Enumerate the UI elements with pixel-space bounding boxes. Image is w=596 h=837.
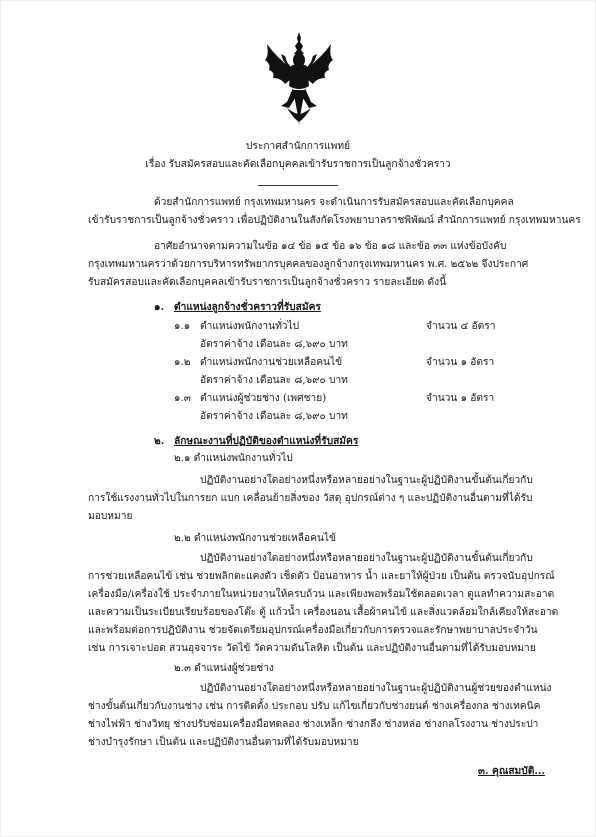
position-3-number: ๑.๓ (174, 393, 191, 404)
section-1-number: ๑. (154, 301, 165, 313)
section-1-title: ตำแหน่งลูกจ้างชั่วคราวที่รับสมัคร (174, 301, 321, 313)
section-2-3-line-1: ปฏิบัติงานอย่างใดอย่างหนึ่งหรือหลายอย่างในฐานะผู้ปฏิบัติงานผู้ช่วยของตำแหน่ง (200, 683, 552, 694)
position-1-title: ตำแหน่งพนักงานทั่วไป (200, 321, 300, 332)
position-1-wage: อัตราค่าจ้าง เดือนละ ๘,๖๙๐ บาท (200, 339, 348, 350)
position-1-count: จำนวน ๔ อัตรา (426, 321, 496, 332)
intro-paragraph-2-line-3: รับสมัครสอบและคัดเลือกบุคคลเข้ารับราชการเป็นลูกจ้างชั่วคราว รายละเอียด ดังนี้ (88, 277, 447, 288)
announcement-subject: เรื่อง รับสมัครสอบและคัดเลือกบุคคลเข้ารับราชการเป็นลูกจ้างชั่วคราว (145, 159, 451, 170)
intro-paragraph-2-line-1: อาศัยอำนาจตามความในข้อ ๑๔ ข้อ ๑๕ ข้อ ๑๖ ข้อ ๑๘ และข้อ ๓๓ แห่งข้อบังคับ (154, 241, 507, 252)
section-2-3-line-4: ช่างบำรุงรักษา เป็นต้น และปฏิบัติงานอื่นตามที่ได้รับมอบหมาย (88, 737, 359, 748)
section-2-2-line-4: และความเป็นระเบียบเรียบร้อยของโต๊ะ ตู้ แก้วน้ำ เครื่องนอน เสื้อผ้าคนไข้ และสิ่งแวดล้อมใกล้เคียงให้สะอาด (88, 607, 559, 618)
position-1-number: ๑.๑ (174, 321, 191, 332)
section-2-2-line-1: ปฏิบัติงานอย่างใดอย่างหนึ่งหรือหลายอย่างในฐานะผู้ปฏิบัติงานขั้นต้นเกี่ยวกับ (200, 553, 533, 564)
section-2-title: ลักษณะงานที่ปฏิบัติของตำแหน่งที่รับสมัคร (174, 435, 359, 447)
intro-paragraph-2-line-2: กรุงเทพมหานครว่าด้วยการบริหารทรัพยากรบุคคลของลูกจ้างกรุงเทพมหานคร พ.ศ. ๒๕๖๒ จึงประกาศ (88, 259, 529, 270)
section-2-2-line-2: การช่วยเหลือคนไข้ เช่น ช่วยพลิกตะแคงตัว เช็ดตัว ป้อนอาหาร น้ำ และยาให้ผู้ป่วย เป็นต้น ตรวจนับอุปกรณ์ (88, 571, 555, 582)
header-divider (258, 185, 338, 186)
position-3-wage: อัตราค่าจ้าง เดือนละ ๘,๖๙๐ บาท (200, 411, 348, 422)
position-2-wage: อัตราค่าจ้าง เดือนละ ๘,๖๙๐ บาท (200, 375, 348, 386)
next-page-continuation: ๓. คุณสมบัติ... (478, 765, 545, 777)
section-2-1-title: ๒.๑ ตำแหน่งพนักงานทั่วไป (174, 453, 293, 464)
section-2-1-line-1: ปฏิบัติงานอย่างใดอย่างหนึ่งหรือหลายอย่างในฐานะผู้ปฏิบัติงานขั้นต้นเกี่ยวกับ (200, 475, 533, 486)
intro-paragraph-1-line-1: ด้วยสำนักการแพทย์ กรุงเทพมหานคร จะดำเนินการรับสมัครสอบและคัดเลือกบุคคล (154, 197, 514, 208)
position-3-title: ตำแหน่งผู้ช่วยช่าง (เพศชาย) (200, 393, 327, 404)
section-2-1-line-3: มอบหมาย (88, 511, 133, 522)
section-2-3-line-3: ช่างไฟฟ้า ช่างวิทยุ ช่างปรับซ่อมเครื่องมือทดลอง ช่างเหล็ก ช่างกลึง ช่างหล่อ ช่างกลโรงงาน ช่างประปา (88, 719, 539, 730)
section-2-2-line-6: เช่น การเจาะปอด สวนอุจจาระ วัดไข้ วัดความดันโลหิต เป็นต้น และปฏิบัติงานอื่นตามที่ได้รับมอบหมาย (88, 643, 536, 654)
position-2-number: ๑.๒ (174, 357, 191, 368)
section-2-2-title: ๒.๒ ตำแหน่งพนักงานช่วยเหลือคนไข้ (174, 533, 337, 544)
position-3-count: จำนวน ๑ อัตรา (426, 393, 495, 404)
position-2-title: ตำแหน่งพนักงานช่วยเหลือคนไข้ (200, 357, 343, 368)
section-2-2-line-5: และพร้อมต่อการปฏิบัติงาน ช่วยจัดเตรียมอุปกรณ์เครื่องมือเกี่ยวกับการตรวจและรักษาพยาบาลประจำวัน (88, 625, 538, 636)
announcement-org: ประกาศสำนักการแพทย์ (245, 141, 351, 152)
intro-paragraph-1-line-2: เข้ารับราชการเป็นลูกจ้างชั่วคราว เพื่อปฏิบัติงานในสังกัดโรงพยาบาลราชพิพัฒน์ สำนักการแพทย์ กรุงเทพมหานคร (88, 215, 581, 226)
section-2-2-line-3: เครื่องมือ/เครื่องใช้ ประจำภายในหน่วยงานให้ครบถ้วน และเพียงพอพร้อมใช้ตลอดเวลา ดูแลทำความสะอาด (88, 589, 555, 600)
section-2-3-title: ๒.๓ ตำแหน่งผู้ช่วยช่าง (174, 663, 274, 674)
section-2-3-line-2: ช่างขั้นต้นเกี่ยวกับงานช่าง เช่น การติดตั้ง ประกอบ ปรับ แก้ไขเกี่ยวกับช่างยนต์ ช่างเครื่องกล ช่างเทคนิค (88, 701, 541, 712)
position-2-count: จำนวน ๑ อัตรา (426, 357, 495, 368)
garuda-emblem-icon (263, 30, 335, 128)
section-2-number: ๒. (154, 435, 165, 447)
section-2-1-line-2: การใช้แรงงานทั่วไปในการยก แบก เคลื่อนย้ายสิ่งของ วัสดุ อุปกรณ์ต่าง ๆ และปฏิบัติงานอื่นตามที่ได้รับ (88, 493, 533, 504)
